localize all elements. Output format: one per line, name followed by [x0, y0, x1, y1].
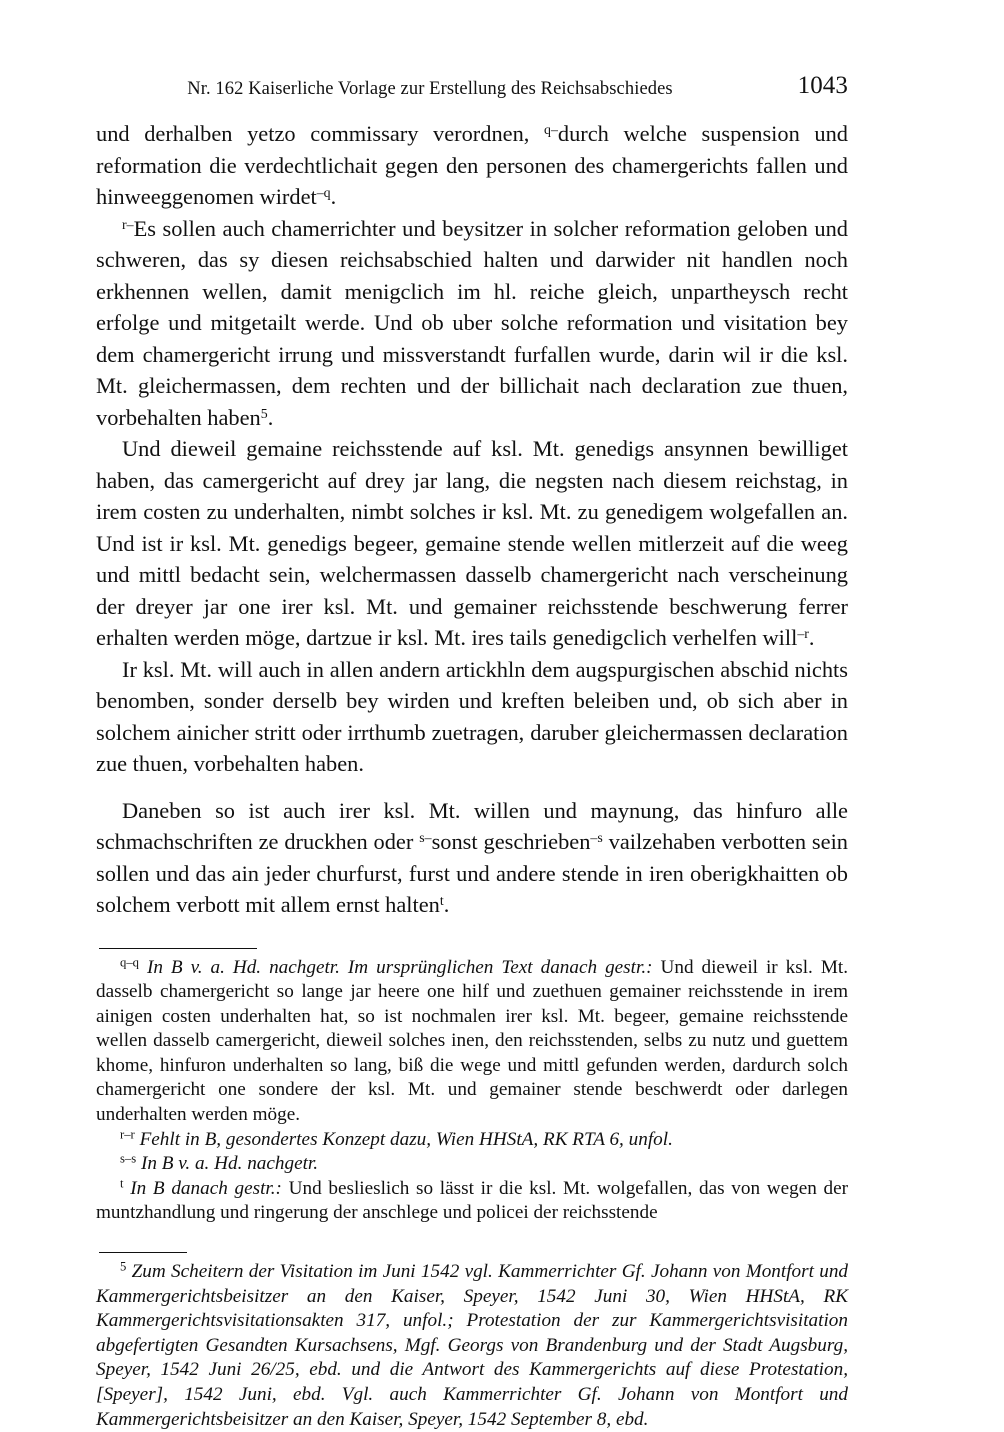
p5-text-b: sonst geschrieben — [431, 829, 591, 854]
p5-text-d: . — [443, 892, 450, 917]
apparatus-marker-s-open: s– — [419, 830, 432, 846]
running-head — [96, 72, 848, 106]
p3-text-b: . — [808, 625, 815, 650]
p2-text-a: Es sollen auch chamerrichter und beysitzer in solcher reformation geloben und schweren, das sy diesen reichsabschied halten und darwider nit handlen noch erkhennen wellen, damit menigclich im hl. reiche gleich, unpartheysch recht erfolge und mitgetailt werde. Und ob uber solche reformation und visitation bey dem chamergericht irrung und missverstandt furfallen wurde, darin wil ir die ksl. Mt. gleichermassen, dem rechten und der billichait nach declaration zue thuen, vorbehalten haben — [96, 215, 848, 430]
p1-text-b: durch welche suspension und reformation die verdechtlichait gegen den personen des chamergerichts fallen und hinweeggenomen wirdet — [96, 121, 848, 209]
apparatus-marker-r-open: r– — [122, 217, 134, 233]
apparatus-note-q-marker: q–q — [120, 955, 139, 970]
p1-text-a: und derhalben yetzo commissary verordnen, — [96, 121, 545, 146]
body-text — [96, 118, 848, 921]
apparatus-note-t — [96, 1177, 848, 1226]
apparatus-note-s-lead: In B v. a. Hd. nachgetr. — [140, 1153, 319, 1175]
p3-text-a: Und dieweil gemaine reichsstende auf ksl. Mt. genedigs ansynnen bewilliget haben, das camergericht auf drey jar lang, die negsten nach diesem reichstag, in irem costen zu underhalten, nimbt solches ir ksl. Mt. zu genedigem wolgefallen an. Und ist ir ksl. Mt. genedigs begeer, gemaine stende wellen mitlerzeit auf die weeg und mittl bedacht sein, welchermassen dasselb chamergericht nach verscheinung der dreyer jar one irer ksl. Mt. und gemainer reichsstende beschwerung ferrer erhalten werden möge, dartzue ir ksl. Mt. ires tails genedigclich verhelfen will — [96, 436, 848, 650]
p5-text-c: vailzehaben verbotten sein sollen und das ain jeder churfurst, furst und andere stende in iren oberigkhaitten ob solchem verbott mit allem ernst halten — [96, 829, 848, 917]
p1-text-c: . — [330, 184, 337, 209]
paragraph-2 — [96, 213, 848, 434]
apparatus-note-s-marker: s–s — [120, 1151, 137, 1166]
footnote-5 — [96, 1260, 848, 1432]
page-content — [96, 72, 848, 1432]
apparatus-marker-q-close: –q — [316, 185, 331, 201]
footnote-rule — [99, 1252, 187, 1253]
paragraph-4: Ir ksl. Mt. will auch in allen andern artickhln dem augspurgischen abschid nichts benomben, sonder derselb bey wirden und kreften beleiben und, ob sich aber in solchem ainicher stritt oder irrthumb zuetragen, daruber gleichermassen declaration zue thuen, vorbehalten haben. — [96, 656, 848, 776]
apparatus-note-s — [96, 1152, 848, 1177]
apparatus-marker-q-open: q– — [544, 122, 558, 138]
apparatus-note-r-marker: r–r — [120, 1127, 135, 1142]
critical-apparatus — [96, 948, 848, 1227]
footnote-section — [96, 1252, 848, 1432]
apparatus-marker-t: t — [439, 893, 444, 909]
paragraph-1 — [96, 118, 848, 213]
apparatus-note-q-lead: In B v. a. Hd. nachgetr. Im ursprünglichen Text danach gestr.: — [146, 956, 653, 978]
apparatus-marker-r-close: –r — [797, 626, 809, 642]
apparatus-note-q-text: Und dieweil ir ksl. Mt. dasselb chamergericht so lange jar heere one hilf und zuethuen gemainer reichsstende in irem ainigen costen underhalten hat, so ist nochmalen irer ksl. Mt. begeer, gemaine reichsstende wellen dasselb camergericht, dieweil solches inen, den reichsstenden, selbs zu nutz und guettem khome, hinfuron underhalten so lang, biß die wege und mittl gefunden werden, dardurch solch chamergericht one sondere der ksl. Mt. und gemainer stende beschwerdt oder darlegen underhalten werden möge. — [96, 956, 849, 1126]
p5-text-a: Daneben so ist auch irer ksl. Mt. willen und maynung, das hinfuro alle schmachschriften ze druckhen oder — [96, 797, 848, 854]
page-number: 1043 — [797, 72, 848, 99]
apparatus-note-t-text: Und beslieslich so lässt ir die ksl. Mt. wolgefallen, das von wegen der muntzhandlung und ringerung der anschlege und policei der reichsstende — [96, 1177, 848, 1224]
paragraph-5 — [96, 795, 848, 921]
apparatus-note-q — [96, 956, 848, 1128]
footnote-ref-5[interactable]: 5 — [260, 406, 268, 422]
apparatus-note-r-lead: Fehlt in B, gesondertes Konzept dazu, Wien HHStA, RK RTA 6, unfol. — [139, 1128, 673, 1150]
running-head-title: Nr. 162 Kaiserliche Vorlage zur Erstellung des Reichsabschiedes — [187, 79, 673, 99]
paragraph-3 — [96, 433, 848, 654]
apparatus-note-r — [96, 1128, 848, 1153]
apparatus-note-t-marker: t — [120, 1176, 124, 1191]
p2-text-b: . — [267, 404, 274, 430]
apparatus-marker-s-close: –s — [590, 830, 603, 846]
footnote-5-number: 5 — [120, 1259, 127, 1274]
apparatus-note-t-lead: In B danach gestr.: — [130, 1177, 282, 1199]
apparatus-rule — [99, 948, 257, 949]
footnote-5-text: Zum Scheitern der Visitation im Juni 1542 vgl. Kammerrichter Gf. Johann von Montfort und Kammergerichtsbeisitzer an den Kaiser, Speyer, 1542 Juni 30, Wien HHStA, RK Kammergerichtsvisitationsakten 317, unfol.; Protestation der zur Kammergerichtsvisitation abgefertigten Gesandten Kursachsens, Mgf. Georgs von Brandenburg und der Stadt Augsburg, Speyer, 1542 Juni 26/25, ebd. und die Antwort des Kammergerichts auf diese Protestation, [Speyer], 1542 Juni, ebd. Vgl. auch Kammerrichter Gf. Johann von Montfort und Kammergerichtsbeisitzer an den Kaiser, Speyer, 1542 September 8, ebd. — [96, 1261, 849, 1430]
